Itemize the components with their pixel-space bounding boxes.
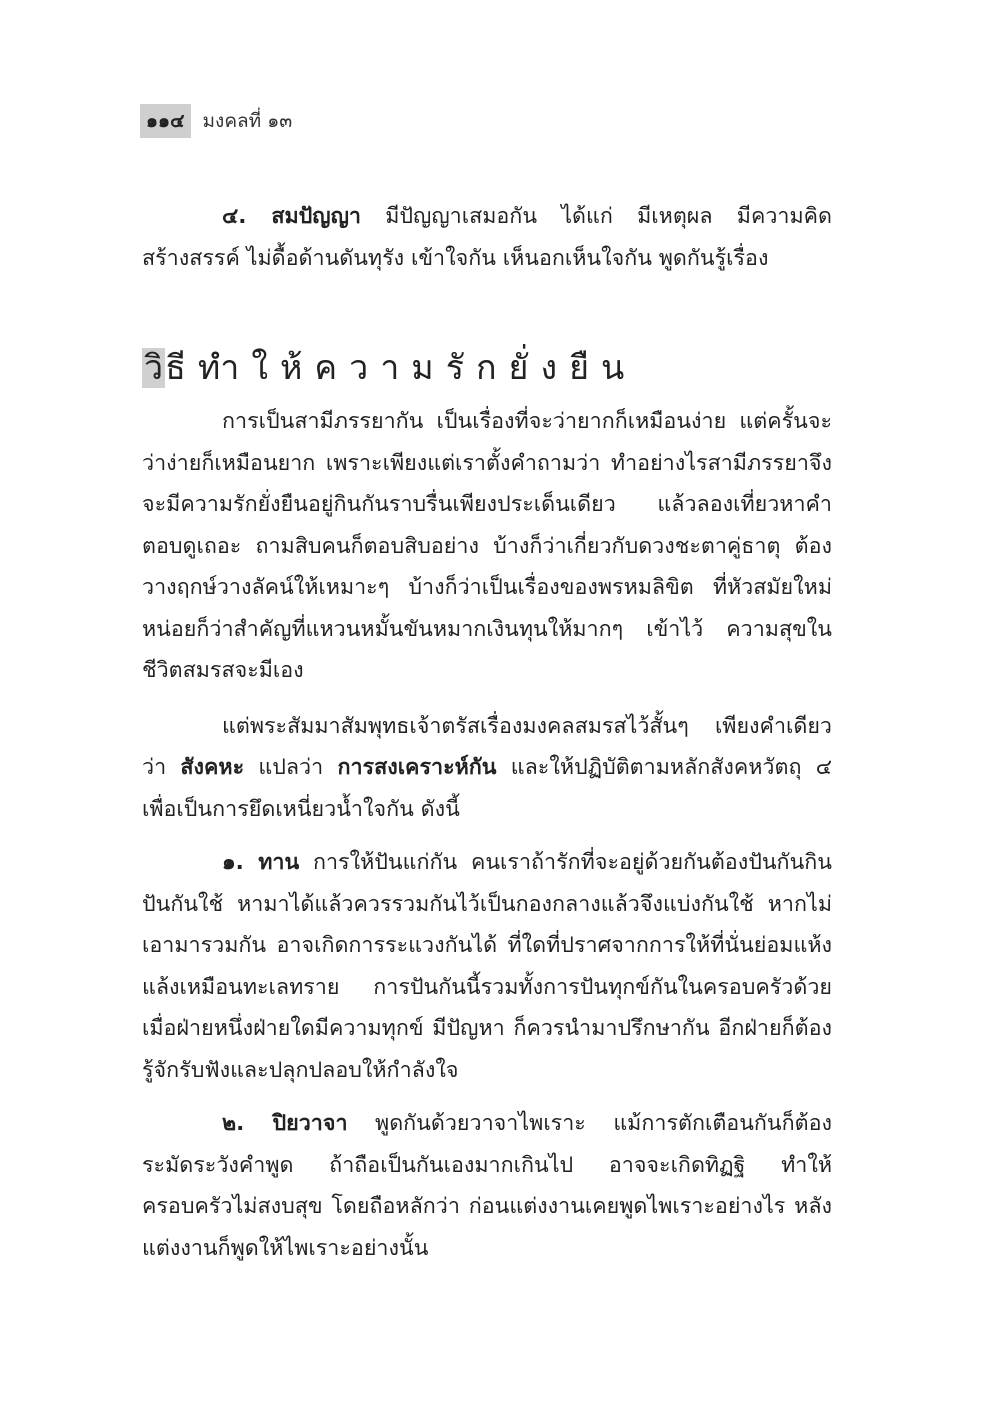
intro-paragraph: การเป็นสามีภรรยากัน เป็นเรื่องที่จะว่ายากก็เหมือนง่าย แต่ครั้นจะว่าง่ายก็เหมือนยาก เพราะเพียงแต่เราตั้งคำถามว่า ทำอย่างไรสามีภรรยาจึงจะมีความรักยั่งยืนอยู่กินกันราบรื่นเพียงประเด็นเดียว แล้วลองเที่ยวหาคำตอบดูเถอะ ถามสิบคนก็ตอบสิบอย่าง บ้างก็ว่าเกี่ยวกับดวงชะตาคู่ธาตุ ต้องวางฤกษ์วางลัคน์ให้เหมาะๆ บ้างก็ว่าเป็นเรื่องของพรหมลิขิต ที่หัวสมัยใหม่หน่อยก็ว่าสำคัญที่แหวนหมั้นขันหมากเงินทุนให้มากๆ เข้าไว้ ความสุขในชีวิตสมรสจะมีเอง: [142, 409, 832, 683]
running-head: มงคลที่ ๑๓: [202, 110, 293, 132]
item-1-paragraph: [142, 842, 832, 1091]
sangkaha-meaning: การสงเคราะห์กัน: [337, 755, 497, 780]
item-1-label: ๑. ทาน: [222, 850, 300, 875]
item-2-text: พูดกันด้วยวาจาไพเราะ แม้การตักเตือนกันก็ต้องระมัดระวังคำพูด ถ้าถือเป็นกันเองมากเกินไป อาจจะเกิดทิฏฐิ ทำให้ครอบครัวไม่สงบสุข โดยถือหลักว่า ก่อนแต่งงานเคยพูดไพเราะอย่างไร หลังแต่งงานก็พูดให้ไพเราะอย่างนั้น: [142, 1111, 832, 1261]
item-4-label: ๔. สมปัญญา: [222, 204, 361, 229]
page-number: ๑๑๔: [140, 104, 191, 138]
item-4-text: มีปัญญาเสมอกัน ได้แก่ มีเหตุผล มีความคิดสร้างสรรค์ ไม่ดื้อด้านดันทุรัง เข้าใจกัน เห็นอกเห็นใจกัน พูดกันรู้เรื่อง: [142, 204, 833, 271]
item-1-text: การให้ปันแก่กัน คนเราถ้ารักที่จะอยู่ด้วยกันต้องปันกันกินปันกันใช้ หามาได้แล้วควรรวมกันไว้เป็นกองกลางแล้วจึงแบ่งกันใช้ หากไม่เอามารวมกัน อาจเกิดการระแวงกันได้ ที่ใดที่ปราศจากการให้ที่นั่นย่อมแห้งแล้งเหมือนทะเลทราย การปันกันนี้รวมทั้งการปันทุกข์กันในครอบครัวด้วย เมื่อฝ่ายหนึ่งฝ่ายใดมีความทุกข์ มีปัญหา ก็ควรนำมาปรึกษากัน อีกฝ่ายก็ต้องรู้จักรับฟังและปลุกปลอบให้กำลังใจ: [142, 850, 832, 1083]
section-title-initial: วิ: [144, 348, 164, 388]
item-4-paragraph: [142, 196, 832, 279]
page-content: [142, 196, 832, 1269]
section-title: [142, 343, 832, 393]
item-2-paragraph: [142, 1103, 832, 1269]
sangkaha-term: สังคหะ: [180, 755, 245, 780]
section-title-rest: ธีทำให้ความรักยั่งยืน: [165, 348, 637, 388]
sangkaha-paragraph: แต่พระสัมมาสัมพุทธเจ้าตรัสเรื่องมงคลสมรสไว้สั้นๆ เพียงคำเดียวว่า สังคหะ แปลว่า การสงเคราะห์กัน และให้ปฏิบัติตามหลักสังคหวัตถุ ๔ เพื่อเป็นการยึดเหนี่ยวน้ำใจกัน ดังนี้: [142, 713, 833, 822]
page-header: [140, 104, 292, 138]
item-2-label: ๒. ปิยวาจา: [222, 1111, 348, 1136]
